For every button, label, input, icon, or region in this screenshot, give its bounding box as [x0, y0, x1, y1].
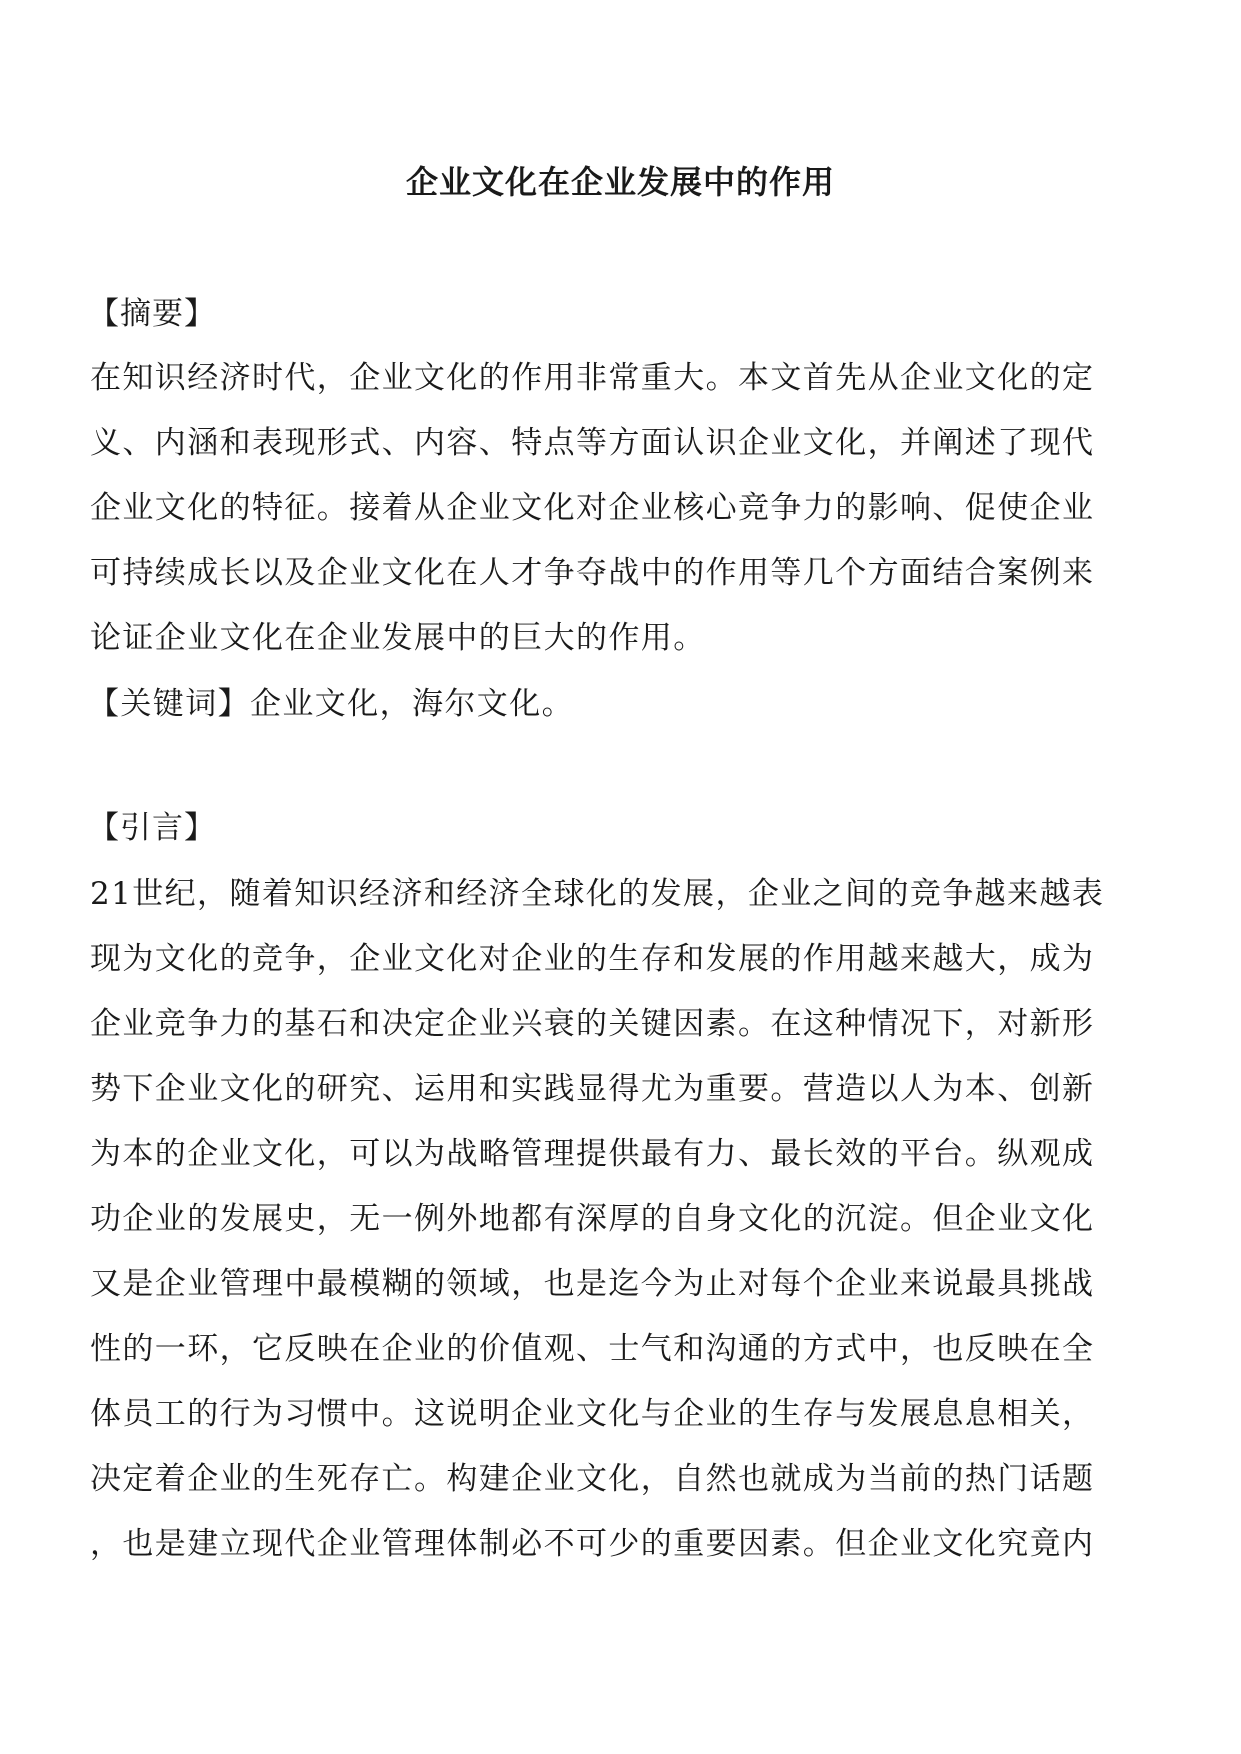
keywords-line: [88, 672, 1138, 737]
abstract-line: 可持续成长以及企业文化在人才争夺战中的作用等几个方面结合案例来: [90, 555, 1095, 591]
abstract-heading: 【摘要】: [88, 296, 216, 332]
introduction-line: 企业竞争力的基石和决定企业兴衰的关键因素。在这种情况下，对新形: [90, 1006, 1095, 1042]
introduction-line: 性的一环，它反映在企业的价值观、士气和沟通的方式中，也反映在全: [90, 1331, 1095, 1367]
abstract-line: 企业文化的特征。接着从企业文化对企业核心竞争力的影响、促使企业: [90, 490, 1095, 526]
introduction-body: [90, 862, 1140, 1577]
abstract-body: [90, 346, 1140, 671]
keywords-text: 企业文化，海尔文化。: [250, 686, 574, 722]
keywords-label: 【关键词】: [88, 686, 250, 722]
introduction-line: 又是企业管理中最模糊的领域，也是迄今为止对每个企业来说最具挑战: [90, 1266, 1095, 1302]
introduction-line: 体员工的行为习惯中。这说明企业文化与企业的生存与发展息息相关，: [90, 1396, 1095, 1432]
introduction-line: 功企业的发展史，无一例外地都有深厚的自身文化的沉淀。但企业文化: [90, 1201, 1095, 1237]
introduction-line: 现为文化的竞争，企业文化对企业的生存和发展的作用越来越大，成为: [90, 941, 1095, 977]
abstract-line: 义、内涵和表现形式、内容、特点等方面认识企业文化，并阐述了现代: [90, 425, 1095, 461]
abstract-line: 论证企业文化在企业发展中的巨大的作用。: [90, 620, 706, 656]
introduction-line: 决定着企业的生死存亡。构建企业文化，自然也就成为当前的热门话题: [90, 1461, 1095, 1497]
document-title: 企业文化在企业发展中的作用: [405, 163, 835, 201]
introduction-line: 势下企业文化的研究、运用和实践显得尤为重要。营造以人为本、创新: [90, 1071, 1095, 1107]
introduction-heading: 【引言】: [88, 810, 216, 846]
abstract-line: 在知识经济时代，企业文化的作用非常重大。本文首先从企业文化的定: [90, 360, 1095, 396]
introduction-line: 21世纪，随着知识经济和经济全球化的发展，企业之间的竞争越来越表: [90, 876, 1105, 912]
introduction-line: ，也是建立现代企业管理体制必不可少的重要因素。但企业文化究竟内: [90, 1526, 1095, 1562]
introduction-line: 为本的企业文化，可以为战略管理提供最有力、最长效的平台。纵观成: [90, 1136, 1095, 1172]
